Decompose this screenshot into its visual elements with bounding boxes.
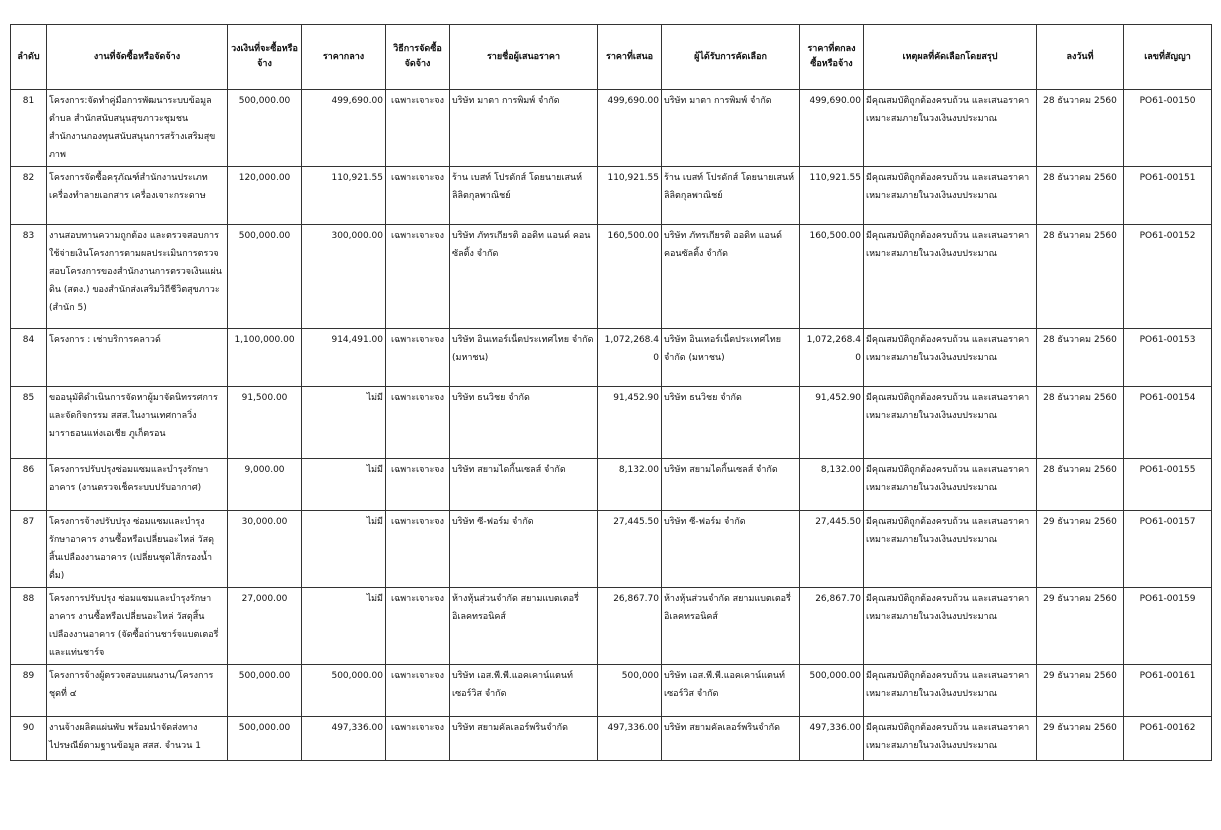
cell-bidder: บริษัท ภัทรเกียรติ ออดิท แอนด์ คอนซัลติ้ง จำกัด [450,225,598,329]
cell-date: 28 ธันวาคม 2560 [1037,329,1124,387]
cell-method: เฉพาะเจาะจง [386,167,450,225]
cell-agreed-price: 497,336.00 [800,717,864,761]
cell-reason: มีคุณสมบัติถูกต้องครบถ้วน และเสนอราคาเหมาะสมภายในวงเงินงบประมาณ [864,225,1037,329]
cell-budget: 30,000.00 [228,511,302,588]
header-row [11,25,1212,90]
cell-bidder: บริษัท ซี-ฟอร์ม จำกัด [450,511,598,588]
cell-budget: 500,000.00 [228,717,302,761]
cell-method: เฉพาะเจาะจง [386,588,450,665]
cell-item: โครงการจัดซื้อครุภัณฑ์สำนักงานประเภท เครื่องทำลายเอกสาร เครื่องเจาะกระดาษ [47,167,228,225]
cell-budget: 1,100,000.00 [228,329,302,387]
cell-bid-price: 500,000 [598,665,662,717]
cell-reason: มีคุณสมบัติถูกต้องครบถ้วน และเสนอราคาเหมาะสมภายในวงเงินงบประมาณ [864,459,1037,511]
table-row [11,90,1212,167]
cell-item: โครงการจ้างผู้ตรวจสอบแผนงาน/โครงการ ชุดที่ ๔ [47,665,228,717]
cell-budget: 27,000.00 [228,588,302,665]
header-date: ลงวันที่ [1037,25,1124,90]
cell-bid-price: 1,072,268.40 [598,329,662,387]
cell-budget: 9,000.00 [228,459,302,511]
cell-budget: 500,000.00 [228,90,302,167]
cell-winner: บริษัท ภัทรเกียรติ ออดิท แอนด์ คอนซัลติ้ง จำกัด [662,225,800,329]
cell-contract-no: PO61-00155 [1124,459,1212,511]
table-row [11,717,1212,761]
cell-agreed-price: 499,690.00 [800,90,864,167]
cell-bidder: ร้าน เบสท์ โปรดักส์ โดยนายเสนห์ ลิลิตกุลพาณิชย์ [450,167,598,225]
procurement-table [10,24,1212,761]
cell-bidder: บริษัท ธนวิชย จำกัด [450,387,598,459]
cell-contract-no: PO61-00151 [1124,167,1212,225]
cell-date: 28 ธันวาคม 2560 [1037,225,1124,329]
cell-agreed-price: 110,921.55 [800,167,864,225]
cell-method: เฉพาะเจาะจง [386,717,450,761]
header-bidders: รายชื่อผู้เสนอราคา [450,25,598,90]
cell-reason: มีคุณสมบัติถูกต้องครบถ้วน และเสนอราคาเหมาะสมภายในวงเงินงบประมาณ [864,511,1037,588]
cell-bidder: บริษัท สยามไดกิ้นเซลส์ จำกัด [450,459,598,511]
cell-bid-price: 26,867.70 [598,588,662,665]
cell-method: เฉพาะเจาะจง [386,387,450,459]
cell-agreed-price: 8,132.00 [800,459,864,511]
cell-method: เฉพาะเจาะจง [386,511,450,588]
cell-item: โครงการจ้างปรับปรุง ซ่อมแซมและบำรุงรักษาอาคาร งานซื้อหรือเปลี่ยนอะไหล่ วัสดุสิ้นเปลืองงานอาคาร (เปลี่ยนชุดไส้กรองน้ำดื่ม) [47,511,228,588]
cell-reason: มีคุณสมบัติถูกต้องครบถ้วน และเสนอราคาเหมาะสมภายในวงเงินงบประมาณ [864,167,1037,225]
cell-winner: ร้าน เบสท์ โปรดักส์ โดยนายเสนห์ ลิลิตกุลพาณิชย์ [662,167,800,225]
cell-no: 90 [11,717,47,761]
cell-median-price: ไม่มี [302,511,386,588]
cell-date: 29 ธันวาคม 2560 [1037,588,1124,665]
table-row [11,167,1212,225]
cell-median-price: ไม่มี [302,387,386,459]
cell-median-price: 300,000.00 [302,225,386,329]
cell-no: 88 [11,588,47,665]
cell-no: 84 [11,329,47,387]
cell-reason: มีคุณสมบัติถูกต้องครบถ้วน และเสนอราคาเหมาะสมภายในวงเงินงบประมาณ [864,588,1037,665]
cell-item: โครงการ:จัดทำคู่มือการพัฒนาระบบข้อมูลตำบล สำนักสนับสนุนสุขภาวะชุมชน สำนักงานกองทุนสนับสนุนการสร้างเสริมสุขภาพ [47,90,228,167]
cell-reason: มีคุณสมบัติถูกต้องครบถ้วน และเสนอราคาเหมาะสมภายในวงเงินงบประมาณ [864,90,1037,167]
cell-winner: บริษัท สยามคัลเลอร์พรินจำกัด [662,717,800,761]
cell-no: 85 [11,387,47,459]
cell-no: 86 [11,459,47,511]
header-reason: เหตุผลที่คัดเลือกโดยสรุป [864,25,1037,90]
cell-item: งานจ้างผลิตแผ่นพับ พร้อมนำจัดส่งทางไปรษณีย์ตามฐานข้อมูล สสส. จำนวน 1 [47,717,228,761]
table-row [11,459,1212,511]
cell-method: เฉพาะเจาะจง [386,329,450,387]
cell-no: 82 [11,167,47,225]
cell-method: เฉพาะเจาะจง [386,665,450,717]
cell-date: 28 ธันวาคม 2560 [1037,90,1124,167]
cell-agreed-price: 27,445.50 [800,511,864,588]
table-row [11,387,1212,459]
cell-contract-no: PO61-00150 [1124,90,1212,167]
cell-bid-price: 8,132.00 [598,459,662,511]
cell-method: เฉพาะเจาะจง [386,90,450,167]
table-row [11,329,1212,387]
cell-bidder: ห้างหุ้นส่วนจำกัด สยามแบตเตอรี่อิเลคทรอนิคส์ [450,588,598,665]
cell-winner: ห้างหุ้นส่วนจำกัด สยามแบตเตอรี่อิเลคทรอนิคส์ [662,588,800,665]
cell-reason: มีคุณสมบัติถูกต้องครบถ้วน และเสนอราคาเหมาะสมภายในวงเงินงบประมาณ [864,665,1037,717]
header-agreed-price: ราคาที่ตกลงซื้อหรือจ้าง [800,25,864,90]
cell-bidder: บริษัท เอส.พี.พี.แอคเคาน์แตนท์ เซอร์วิส จำกัด [450,665,598,717]
cell-date: 29 ธันวาคม 2560 [1037,665,1124,717]
cell-bidder: บริษัท สยามคัลเลอร์พรินจำกัด [450,717,598,761]
cell-item: โครงการปรับปรุงซ่อมแซมและบำรุงรักษาอาคาร (งานตรวจเช็คระบบปรับอากาศ) [47,459,228,511]
cell-median-price: 110,921.55 [302,167,386,225]
cell-agreed-price: 26,867.70 [800,588,864,665]
cell-contract-no: PO61-00152 [1124,225,1212,329]
cell-bid-price: 27,445.50 [598,511,662,588]
cell-date: 28 ธันวาคม 2560 [1037,459,1124,511]
cell-bidder: บริษัท มาตา การพิมพ์ จำกัด [450,90,598,167]
cell-date: 28 ธันวาคม 2560 [1037,167,1124,225]
cell-agreed-price: 500,000.00 [800,665,864,717]
cell-winner: บริษัท มาตา การพิมพ์ จำกัด [662,90,800,167]
cell-budget: 91,500.00 [228,387,302,459]
table-row [11,225,1212,329]
cell-item: โครงการปรับปรุง ซ่อมแซมและบำรุงรักษาอาคาร งานซื้อหรือเปลี่ยนอะไหล่ วัสดุสิ้นเปลืองงานอาคาร (จัดซื้อถ่านชาร์จแบตเตอรี่และแท่นชาร์จ [47,588,228,665]
header-item: งานที่จัดซื้อหรือจัดจ้าง [47,25,228,90]
cell-bid-price: 499,690.00 [598,90,662,167]
header-bid-price: ราคาที่เสนอ [598,25,662,90]
cell-contract-no: PO61-00157 [1124,511,1212,588]
header-contract-no: เลขที่สัญญา [1124,25,1212,90]
cell-reason: มีคุณสมบัติถูกต้องครบถ้วน และเสนอราคาเหมาะสมภายในวงเงินงบประมาณ [864,717,1037,761]
cell-date: 28 ธันวาคม 2560 [1037,387,1124,459]
cell-contract-no: PO61-00154 [1124,387,1212,459]
cell-bid-price: 160,500.00 [598,225,662,329]
cell-no: 81 [11,90,47,167]
cell-agreed-price: 1,072,268.40 [800,329,864,387]
table-row [11,511,1212,588]
header-budget: วงเงินที่จะซื้อหรือจ้าง [228,25,302,90]
cell-median-price: 499,690.00 [302,90,386,167]
cell-bid-price: 497,336.00 [598,717,662,761]
cell-contract-no: PO61-00161 [1124,665,1212,717]
cell-median-price: 914,491.00 [302,329,386,387]
cell-budget: 500,000.00 [228,665,302,717]
cell-winner: บริษัท ธนวิชย จำกัด [662,387,800,459]
cell-budget: 500,000.00 [228,225,302,329]
cell-method: เฉพาะเจาะจง [386,459,450,511]
cell-bidder: บริษัท อินเทอร์เน็ตประเทศไทย จำกัด (มหาชน) [450,329,598,387]
table-row [11,665,1212,717]
cell-median-price: 500,000.00 [302,665,386,717]
header-winner: ผู้ได้รับการคัดเลือก [662,25,800,90]
cell-agreed-price: 91,452.90 [800,387,864,459]
cell-median-price: ไม่มี [302,588,386,665]
cell-median-price: 497,336.00 [302,717,386,761]
cell-no: 89 [11,665,47,717]
table-row [11,588,1212,665]
cell-bid-price: 110,921.55 [598,167,662,225]
cell-item: โครงการ : เช่าบริการคลาวด์ [47,329,228,387]
cell-date: 29 ธันวาคม 2560 [1037,511,1124,588]
cell-no: 87 [11,511,47,588]
cell-date: 29 ธันวาคม 2560 [1037,717,1124,761]
header-median-price: ราคากลาง [302,25,386,90]
header-no: ลำดับ [11,25,47,90]
cell-winner: บริษัท สยามไดกิ้นเซลส์ จำกัด [662,459,800,511]
cell-reason: มีคุณสมบัติถูกต้องครบถ้วน และเสนอราคาเหมาะสมภายในวงเงินงบประมาณ [864,387,1037,459]
header-method: วิธีการจัดซื้อจัดจ้าง [386,25,450,90]
cell-bid-price: 91,452.90 [598,387,662,459]
cell-winner: บริษัท ซี-ฟอร์ม จำกัด [662,511,800,588]
table-body [11,90,1212,761]
cell-no: 83 [11,225,47,329]
cell-reason: มีคุณสมบัติถูกต้องครบถ้วน และเสนอราคาเหมาะสมภายในวงเงินงบประมาณ [864,329,1037,387]
cell-contract-no: PO61-00159 [1124,588,1212,665]
cell-winner: บริษัท อินเทอร์เน็ตประเทศไทย จำกัด (มหาชน) [662,329,800,387]
cell-item: ขออนุมัติดำเนินการจัดหาผู้มาจัดนิทรรศการและจัดกิจกรรม สสส.ในงานเทศกาลวิ่งมาราธอนแห่งเอเชีย ภูเก็ตรอน [47,387,228,459]
cell-item: งานสอบทานความถูกต้อง และตรวจสอบการใช้จ่ายเงินโครงการตามผลประเมินการตรวจสอบโครงการของสำนักงานการตรวจเงินแผ่นดิน (สตง.) ของสำนักส่งเสริมวิถีชีวิตสุขภาวะ (สำนัก 5) [47,225,228,329]
cell-winner: บริษัท เอส.พี.พี.แอคเคาน์แตนท์ เซอร์วิส จำกัด [662,665,800,717]
cell-budget: 120,000.00 [228,167,302,225]
cell-contract-no: PO61-00153 [1124,329,1212,387]
cell-method: เฉพาะเจาะจง [386,225,450,329]
cell-agreed-price: 160,500.00 [800,225,864,329]
cell-median-price: ไม่มี [302,459,386,511]
cell-contract-no: PO61-00162 [1124,717,1212,761]
